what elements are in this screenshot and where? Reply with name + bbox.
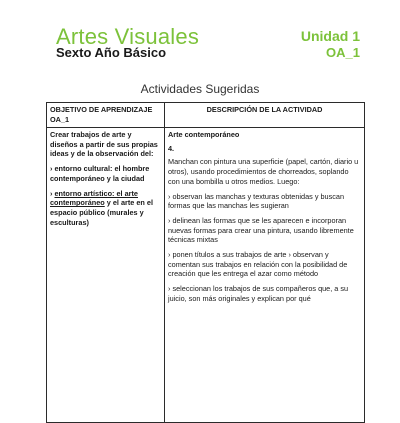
document-title: Artes Visuales (56, 24, 200, 49)
objective-column-header: OBJETIVO DE APRENDIZAJE OA_1 (47, 103, 165, 128)
objective-item-artistic (50, 189, 161, 228)
activity-step: › ponen títulos a sus trabajos de arte › observan y comentan sus trabajos en relación con la posibilidad de creación que les entrega el azar como método (168, 250, 348, 279)
activity-number: 4. (168, 143, 175, 153)
objective-item-cultural: › entorno cultural: el hombre contemporáneo y la ciudad (50, 164, 150, 183)
activity-step: › seleccionan los trabajos de sus compañeros que, a su juicio, son más originales y explican por qué (168, 284, 349, 303)
unit-label: Unidad 1 (300, 28, 360, 44)
table-row (47, 128, 365, 423)
section-title: Actividades Sugeridas (140, 82, 260, 96)
activity-paragraph: Manchan con pintura una superficie (papel, cartón, diario u otros), usando procedimientos de chorreados, soplando con una bombilla u otros medios. Luego: (168, 157, 359, 186)
objective-intro: Crear trabajos de arte y diseños a partir de sus propias ideas y de la observación del: (50, 130, 158, 159)
objective-item-rest: y el arte en el espacio público (murales y esculturas) (50, 198, 154, 227)
activity-step: › observan las manchas y texturas obtenidas y buscan formas que las manchas les sugieran (168, 191, 345, 211)
underlined-text: entorno artístico: el arte contemporáneo (50, 188, 138, 208)
bullet-prefix: › (50, 188, 55, 198)
activity-heading: Arte contemporáneo (168, 130, 240, 139)
description-column-header: DESCRIPCIÓN DE LA ACTIVIDAD (165, 103, 365, 128)
grade-subtitle: Sexto Año Básico (56, 45, 167, 60)
table-header-row (47, 103, 365, 128)
objective-cell (47, 128, 165, 423)
activity-step: › delinean las formas que se les aparecen e incorporan nuevas formas para crear una pintura, usando libremente técnicas mixtas (168, 215, 354, 245)
oa-label: OA_1 (326, 45, 360, 60)
activities-table (46, 102, 365, 423)
description-cell (165, 128, 365, 423)
